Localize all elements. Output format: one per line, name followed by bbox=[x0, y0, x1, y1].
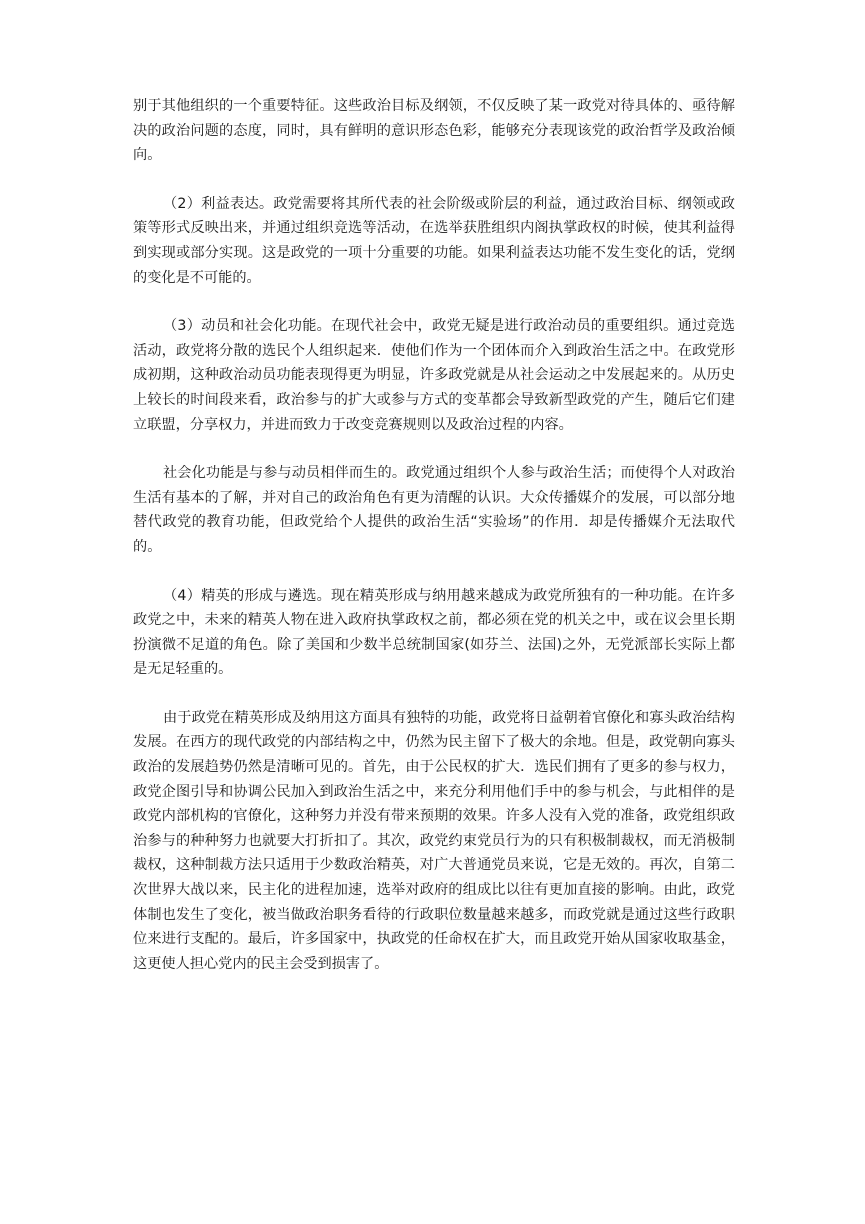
paragraph-2: （2）利益表达。政党需要将其所代表的社会阶级或阶层的利益，通过政治目标、纲领或政策等形式反映出来，并通过组织竞选等活动，在选举获胜组织内阁执掌政权的时候，使其利益得到实现或部分实现。这是政党的一项十分重要的功能。如果利益表达功能不发生变化的话，党纲的变化是不可能的。 bbox=[133, 195, 735, 286]
paragraph-4: 社会化功能是与参与动员相伴而生的。政党通过组织个人参与政治生活；而使得个人对政治生活有基本的了解，并对自己的政治角色有更为清醒的认识。大众传播媒介的发展，可以部分地替代政党的教育功能，但政党给个人提供的政治生活“实验场”的作用．却是传播媒介无法取代的。 bbox=[133, 465, 735, 555]
paragraph-5: （4）精英的形成与遴选。现在精英形成与纳用越来越成为政党所独有的一种功能。在许多政党之中，未来的精英人物在进入政府执掌政权之前，都必须在党的机关之中，或在议会里长期扮演微不足道的角色。除了美国和少数半总统制国家(如芬兰、法国)之外，无党派部长实际上都是无足轻重的。 bbox=[133, 587, 735, 678]
document-body bbox=[133, 94, 735, 1000]
paragraph-6: 由于政党在精英形成及纳用这方面具有独特的功能，政党将日益朝着官僚化和寡头政治结构发展。在西方的现代政党的内部结构之中，仍然为民主留下了极大的余地。但是，政党朝向寡头政治的发展趋势仍然是清晰可见的。首先，由于公民权的扩大．选民们拥有了更多的参与权力，政党企图引导和协调公民加入到政治生活之中，来充分利用他们手中的参与机会，与此相伴的是政党内部机构的官僚化，这种努力并没有带来预期的效果。许多人没有入党的准备，政党组织政治参与的种种努力也就要大打折扣了。其次，政党约束党员行为的只有积极制裁权，而无消极制裁权，这种制裁方法只适用于少数政治精英，对广大普通党员来说，它是无效的。再次，自第二次世界大战以来，民主化的进程加速，选举对政府的组成比以往有更加直接的影响。由此，政党体制也发生了变化，被当做政治职务看待的行政职位数量越来越多，而政党就是通过这些行政职位来进行支配的。最后，许多国家中，执政党的任命权在扩大，而且政党开始从国家收取基金，这更使人担心党内的民主会受到损害了。 bbox=[133, 709, 735, 972]
paragraph-3: （3）动员和社会化功能。在现代社会中，政党无疑是进行政治动员的重要组织。通过竞选活动，政党将分散的选民个人组织起来．使他们作为一个团体而介入到政治生活之中。在政党形成初期，这种政治动员功能表现得更为明显，许多政党就是从社会运动之中发展起来的。从历史上较长的时间段来看，政治参与的扩大或参与方式的变革都会导致新型政党的产生，随后它们建立联盟，分享权力，并进而致力于改变竞赛规则以及政治过程的内容。 bbox=[133, 318, 735, 433]
paragraph-1: 别于其他组织的一个重要特征。这些政治目标及纲领，不仅反映了某一政党对待具体的、亟待解决的政治问题的态度，同时，具有鲜明的意识形态色彩，能够充分表现该党的政治哲学及政治倾向。 bbox=[133, 98, 735, 164]
